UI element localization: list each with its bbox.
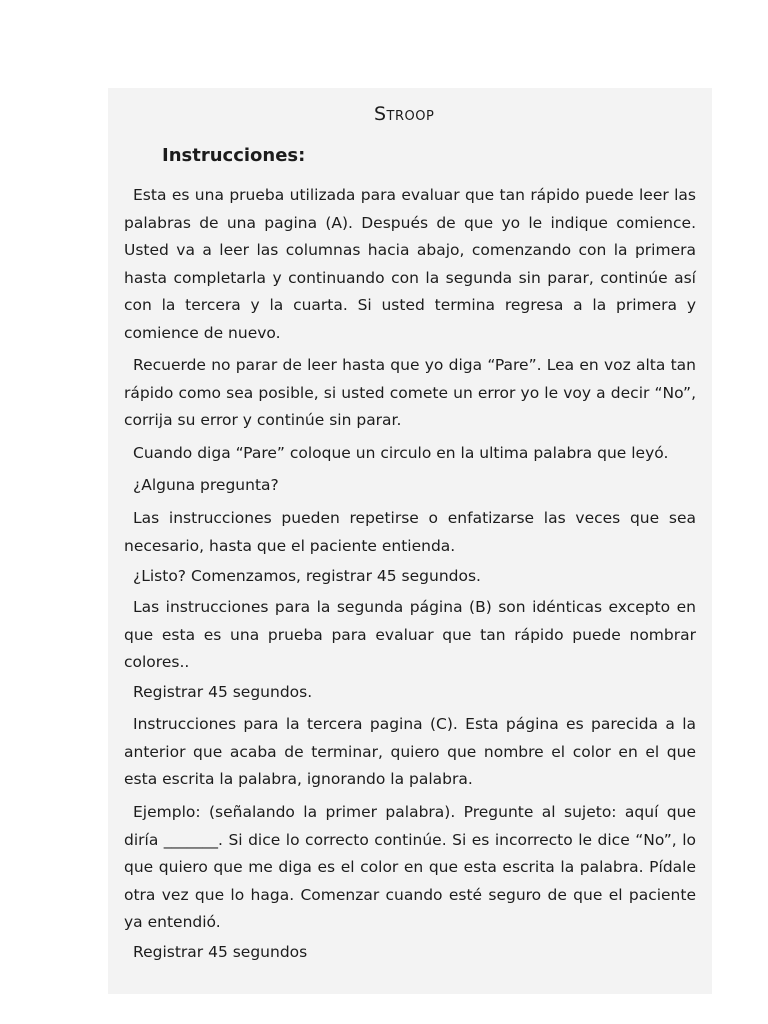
- instructions-heading: Instrucciones:: [162, 145, 306, 166]
- paragraph-repeat-instructions: Las instrucciones pueden repetirse o enfatizarse las veces que sea necesario, hasta que el paciente entienda.: [124, 509, 696, 555]
- paragraph-circle-word: Cuando diga “Pare” coloque un circulo en la ultima palabra que leyó.: [133, 444, 669, 462]
- paragraph-third-page: Instrucciones para la tercera pagina (C). Esta página es parecida a la anterior que acaba de terminar, quiero que nombre el color en el que esta escrita la palabra, ignorando la palabra.: [124, 715, 696, 788]
- paragraph-stop-reading: Recuerde no parar de leer hasta que yo diga “Pare”. Lea en voz alta tan rápido como sea posible, si usted comete un error yo le voy a decir “No”, corrija su error y continúe sin parar.: [124, 356, 696, 429]
- paragraph-register-final: Registrar 45 segundos: [133, 943, 308, 961]
- paragraph-second-page: Las instrucciones para la segunda página (B) son idénticas excepto en que esta es una prueba para evaluar que tan rápido puede nombrar colores..: [124, 598, 696, 671]
- paragraph-any-questions: ¿Alguna pregunta?: [133, 476, 279, 494]
- paragraph-ready: ¿Listo? Comenzamos, registrar 45 segundos.: [133, 567, 481, 585]
- paragraph-register-45-seconds: Registrar 45 segundos.: [133, 683, 313, 701]
- paragraph-example: Ejemplo: (señalando la primer palabra). Pregunte al sujeto: aquí que diría _______. Si dice lo correcto continúe. Si es incorrecto le dice “No”, lo que quiero que me diga es el color en que esta escrita la palabra. Pídale otra vez que lo haga. Comenzar cuando esté seguro de que el paciente ya entendió.: [124, 803, 696, 931]
- document-title: Stroop: [374, 103, 435, 125]
- paragraph-test-description: Esta es una prueba utilizada para evaluar que tan rápido puede leer las palabras de una pagina (A). Después de que yo le indique comience. Usted va a leer las columnas hacia abajo, comenzando con la primera hasta completarla y continuando con la segunda sin parar, continúe así con la tercera y la cuarta. Si usted termina regresa a la primera y comience de nuevo.: [124, 186, 696, 342]
